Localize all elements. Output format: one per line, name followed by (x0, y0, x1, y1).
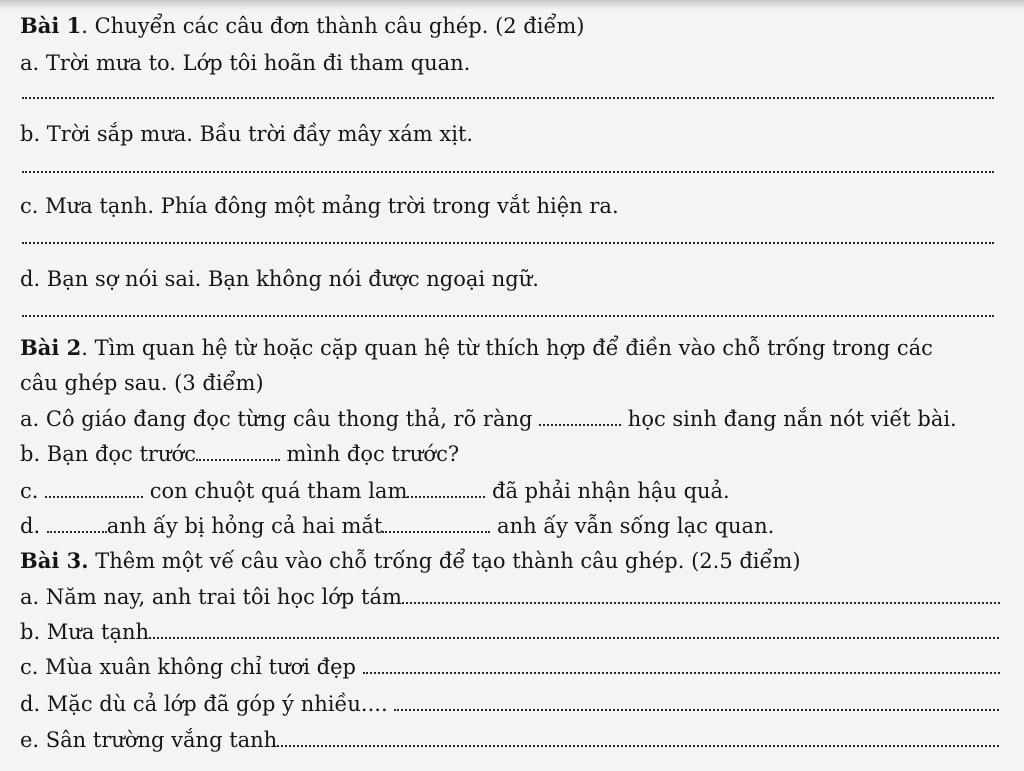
bai2-a-text-1: a. Cô giáo đang đọc từng câu thong thả, rõ ràng (20, 407, 540, 431)
bai3-b-text: b. Mưa tạnh (20, 620, 150, 644)
bai3-item-e (20, 727, 1006, 753)
bai2-title-line2: câu ghép sau. (3 điểm) (20, 371, 264, 395)
answer-line-1d[interactable] (22, 315, 994, 317)
blank-2d-1[interactable] (47, 531, 107, 533)
bai3-item-b (20, 619, 1006, 645)
bai3-item-c (20, 654, 1006, 680)
blank-3a[interactable] (402, 602, 1000, 604)
blank-2c-2[interactable] (407, 496, 485, 498)
bai3-title: Thêm một vế câu vào chỗ trống để tạo thành câu ghép. (2.5 điểm) (88, 549, 801, 573)
bai2-b-text-1: b. Bạn đọc trước (20, 442, 196, 466)
bai2-title-line1: . Tìm quan hệ từ hoặc cặp quan hệ từ thích hợp để điền vào chỗ trống trong các (81, 336, 933, 360)
blank-3e[interactable] (277, 745, 999, 747)
bai2-label: Bài 2 (20, 335, 82, 360)
blank-2b[interactable] (196, 459, 280, 461)
bai3-c-text: c. Mùa xuân không chỉ tươi đẹp (20, 655, 363, 679)
bai3-d-text: d. Mặc dù cả lớp đã góp ý nhiều.... (20, 692, 395, 716)
bai2-item-a (20, 406, 1006, 432)
blank-3c[interactable] (363, 672, 1000, 674)
bai3-a-text: a. Năm nay, anh trai tôi học lớp tám (20, 585, 402, 609)
bai2-item-d (20, 513, 1006, 539)
bai2-c-text-3: đã phải nhận hậu quả. (485, 479, 730, 503)
blank-3d[interactable] (394, 709, 999, 711)
bai2-a-text-2: học sinh đang nắn nót viết bài. (621, 407, 957, 431)
bai2-b-text-2: mình đọc trước? (279, 442, 460, 466)
bai3-label: Bài 3. (20, 548, 89, 573)
bai2-heading (20, 335, 1006, 361)
bai2-d-text-2: anh ấy bị hỏng cả hai mắt (106, 514, 383, 538)
bai2-item-b (20, 441, 1006, 467)
bai1-title: . Chuyển các câu đơn thành câu ghép. (2 điểm) (81, 14, 585, 38)
bai3-e-text: e. Sân trường vắng tanh (20, 728, 278, 752)
bai2-d-text-3: anh ấy vẫn sống lạc quan. (490, 514, 775, 538)
bai2-item-c (20, 478, 1006, 504)
answer-line-1c[interactable] (22, 242, 994, 244)
blank-3b[interactable] (149, 637, 999, 639)
answer-line-1a[interactable] (22, 97, 994, 99)
bai3-heading (20, 548, 1006, 574)
bai1-item-d: d. Bạn sợ nói sai. Bạn không nói được ngoại ngữ. (20, 267, 539, 291)
blank-2a[interactable] (539, 424, 621, 426)
bai1-item-a: a. Trời mưa to. Lớp tôi hoãn đi tham quan. (20, 51, 471, 75)
bai2-d-text-1: d. (20, 514, 47, 538)
bai2-c-text-2: con chuột quá tham lam (143, 479, 408, 503)
bai3-item-d (20, 691, 1006, 717)
answer-line-1b[interactable] (22, 171, 994, 173)
bai2-c-text-1: c. (20, 479, 46, 503)
bai3-item-a (20, 584, 1006, 610)
bai1-item-c: c. Mưa tạnh. Phía đông một mảng trời trong vắt hiện ra. (20, 194, 619, 218)
bai1-item-b: b. Trời sắp mưa. Bầu trời đầy mây xám xịt. (20, 122, 474, 146)
bai1-heading (20, 13, 1006, 39)
blank-2d-2[interactable] (382, 531, 490, 533)
bai1-label: Bài 1 (20, 13, 82, 38)
blank-2c-1[interactable] (45, 496, 143, 498)
